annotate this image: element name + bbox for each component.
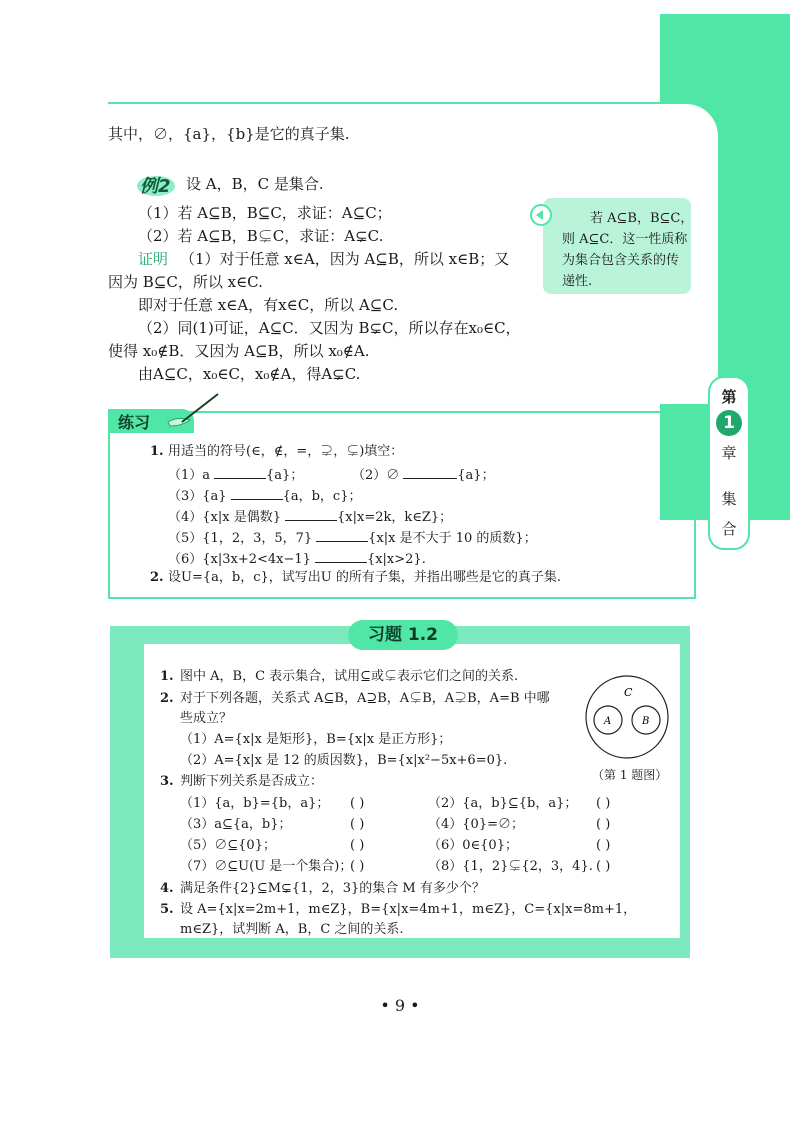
margin-note-line: 为集合包含关系的传 [562,253,680,268]
hw-q-number: 1. [160,669,174,684]
hw-q-number: 2. [160,691,174,706]
fill-item: （2）∅ {a}； [352,464,495,485]
judge-paren[interactable]: ( ) [596,817,611,832]
fill-item: （5）{1，2，3，5，7} {x|x 是不大于 10 的质数}； [168,527,537,548]
example-part2: （2）若 A⊆B，B⊊C，求证：A⊊C. [138,227,384,245]
homework-title: 习题 1.2 [348,620,458,650]
fill-item: （3）{a} {a，b，c}； [168,485,361,506]
answer-blank[interactable] [403,464,457,479]
judge-paren[interactable]: ( ) [596,838,611,853]
hw-q5: m∈Z}，试判断 A，B，C 之间的关系. [180,922,404,937]
venn-label-a: A [604,716,612,727]
example-badge [136,170,176,198]
judge-item: （1）{a，b}={b，a}； [180,796,330,811]
judge-paren[interactable]: ( ) [350,859,365,874]
chapter-title-char: 集 [721,490,737,508]
chapter-number: 1 [716,410,742,436]
intro-line: 其中，∅，{a}，{b}是它的真子集. [108,125,350,143]
figure-caption: （第 1 题图） [592,768,668,782]
hw-q1: 图中 A，B，C 表示集合，试用⊆或⊊表示它们之间的关系. [180,669,519,684]
exercise-q2: 设U={a，b，c}，试写出U 的所有子集，并指出哪些是它的真子集. [168,570,561,585]
page-number: • 9 • [380,996,420,1015]
proof-line: （1）对于任意 x∈A，因为 A⊆B，所以 x∈B；又 [180,250,510,268]
exercise-top-rule [188,411,694,413]
top-rule [108,102,698,104]
judge-paren[interactable]: ( ) [596,796,611,811]
venn-label-b: B [642,716,650,727]
fill-item: （1）a {a}； [168,464,303,485]
judge-item: （8）{1，2}⊊{2，3，4}. [428,859,593,874]
judge-paren[interactable]: ( ) [350,838,365,853]
exercise-q1-number: 1. [150,444,164,459]
hw-q2: 对于下列各题，关系式 A⊆B，A⊇B，A⊊B，A⊋B，A=B 中哪 [180,691,550,706]
chapter-zhang: 章 [721,444,737,462]
judge-item: （5）∅⊆{0}； [180,838,276,853]
answer-blank[interactable] [285,506,337,521]
judge-paren[interactable]: ( ) [350,817,365,832]
chapter-di: 第 [721,388,737,406]
hw-q-number: 4. [160,881,174,896]
answer-blank[interactable] [315,548,367,563]
proof-label: 证明 [138,250,169,268]
chapter-title-char: 合 [721,520,737,538]
answer-blank[interactable] [316,527,368,542]
hw-q-number: 5. [160,902,174,917]
judge-item: （3）a⊆{a，b}； [180,817,292,832]
pen-icon [164,392,220,436]
proof-line: 即对于任意 x∈A，有x∈C，所以 A⊆C. [138,296,399,314]
proof-line: （2）同(1)可证，A⊆C．又因为 B⊊C，所以存在x₀∈C， [138,319,521,337]
hw-q4: 满足条件{2}⊆M⊊{1，2，3}的集合 M 有多少个？ [180,881,485,896]
judge-item: （4）{0}=∅； [428,817,524,832]
hw-q2-sub: （1）A={x|x 是矩形}，B={x|x 是正方形}； [180,732,452,747]
margin-note-line: 则 A⊆C．这一性质称 [562,232,688,247]
proof-line: 由A⊆C，x₀∈C，x₀∉A，得A⊊C. [138,365,361,383]
margin-note-line: 递性. [562,274,593,289]
judge-paren[interactable]: ( ) [596,859,611,874]
fill-item: （6）{x|3x+2<4x−1} {x|x>2}. [168,548,426,569]
hw-q2: 些成立？ [180,711,233,726]
hw-q2-sub: （2）A={x|x 是 12 的质因数}，B={x|x²−5x+6=0}. [180,753,508,768]
judge-paren[interactable]: ( ) [350,796,365,811]
venn-label-c: C [624,686,633,699]
exercise-q1: 用适当的符号(∈，∉，=，⊋，⊊)填空： [168,444,404,459]
exercise-q2-number: 2. [150,570,164,585]
hw-q3: 判断下列关系是否成立： [180,774,324,789]
proof-line: 使得 x₀∉B．又因为 A⊆B，所以 x₀∉A. [108,342,370,360]
proof-line: 因为 B⊆C，所以 x∈C. [108,273,263,291]
judge-item: （6）0∈{0}； [428,838,518,853]
answer-blank[interactable] [231,485,283,500]
venn-diagram [584,674,670,760]
answer-blank[interactable] [214,464,266,479]
example-part1: （1）若 A⊆B，B⊆C，求证：A⊆C； [138,204,392,222]
example-stem: 设 A，B，C 是集合. [186,175,324,193]
judge-item: （7）∅⊆U(U 是一个集合)； [180,859,353,874]
fill-item: （4）{x|x 是偶数} {x|x=2k，k∈Z}； [168,506,452,527]
judge-item: （2）{a，b}⊆{b，a}； [428,796,578,811]
hw-q-number: 3. [160,774,174,789]
hw-q5: 设 A={x|x=2m+1，m∈Z}，B={x|x=4m+1，m∈Z}，C={x|x=8m+1， [180,902,637,917]
note-arrow-icon [530,204,554,230]
margin-note-line: 若 A⊆B，B⊆C， [590,211,694,226]
example-badge-label: 例2 [140,176,171,197]
exercise-title: 练习 [118,413,151,432]
